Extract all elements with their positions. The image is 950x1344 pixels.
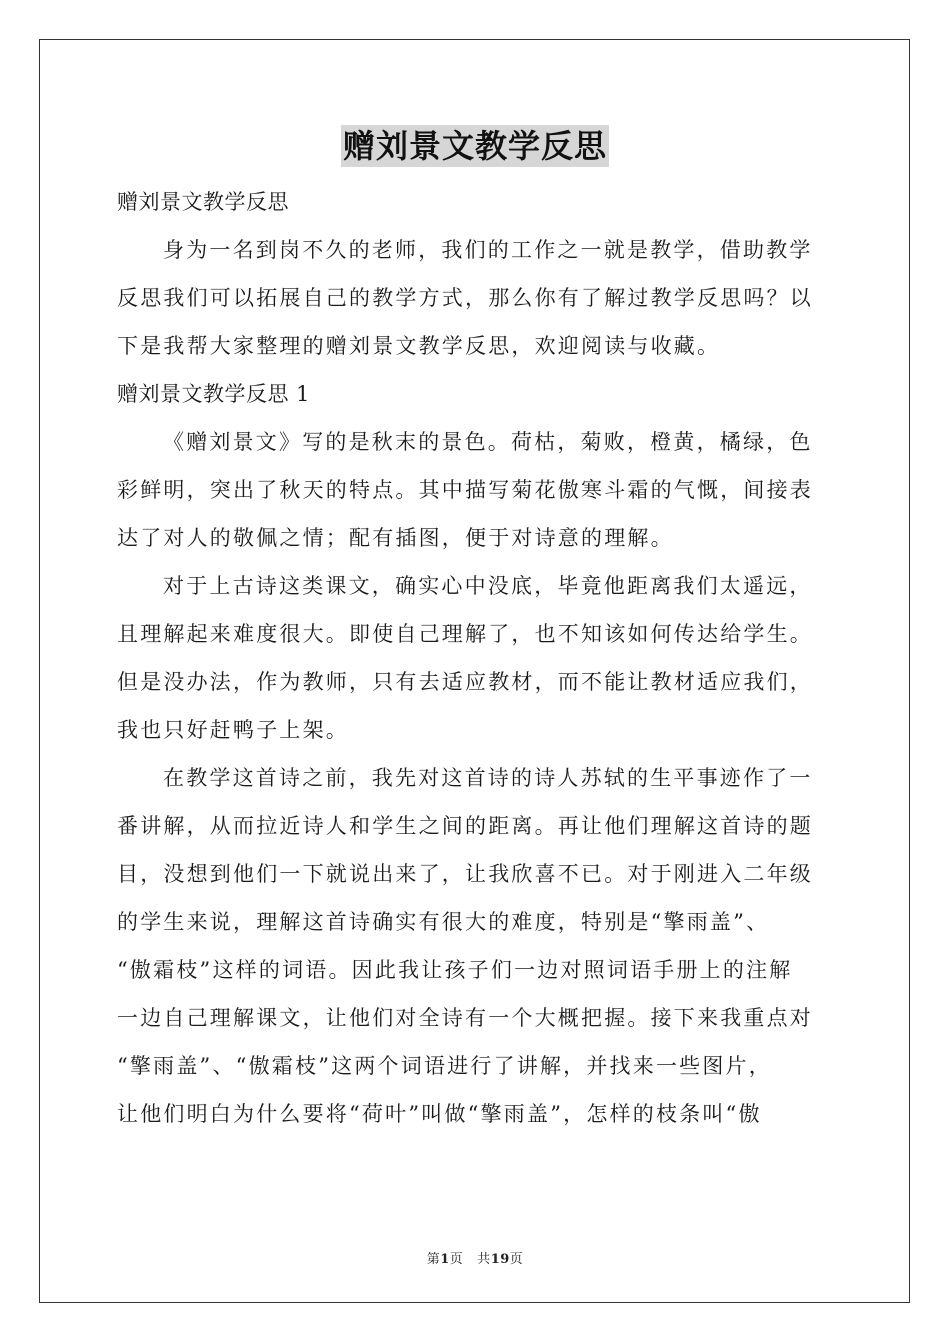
text-line: 一边自己理解课文，让他们对全诗有一个大概把握。接下来我重点对 (117, 1006, 813, 1030)
section-heading: 赠刘景文教学反思 (117, 190, 289, 214)
text-line: “擎雨盖”、“傲霜枝”这两个词语进行了讲解，并找来一些图片， (117, 1054, 772, 1078)
text-line: 身为一名到岗不久的老师，我们的工作之一就是教学，借助教学 (163, 238, 813, 262)
section-heading: 赠刘景文教学反思 1 (117, 382, 311, 406)
text-line: 在教学这首诗之前，我先对这首诗的诗人苏轼的生平事迹作了一 (163, 766, 813, 790)
total-suffix: 页 (509, 1252, 524, 1267)
document-body (117, 178, 833, 1138)
text-line: 达了对人的敬佩之情；配有插图，便于对诗意的理解。 (117, 526, 674, 550)
page-suffix: 页 (449, 1252, 464, 1267)
text-line: 番讲解，从而拉近诗人和学生之间的距离。再让他们理解这首诗的题 (117, 814, 813, 838)
text-line: 《赠刘景文》写的是秋末的景色。荷枯，菊败，橙黄，橘绿，色 (163, 430, 813, 454)
text-line: 我也只好赶鸭子上架。 (117, 718, 349, 742)
text-line: 彩鲜明，突出了秋天的特点。其中描写菊花傲寒斗霜的气慨，间接表 (117, 478, 813, 502)
text-line: 的学生来说，理解这首诗确实有很大的难度，特别是“擎雨盖”、 (117, 910, 770, 934)
text-line: 让他们明白为什么要将“荷叶”叫做“擎雨盖”，怎样的枝条叫“傲 (117, 1102, 762, 1126)
text-line: 下是我帮大家整理的赠刘景文教学反思，欢迎阅读与收藏。 (117, 334, 721, 358)
text-line: 对于上古诗这类课文，确实心中没底，毕竟他距离我们太遥远， (163, 574, 813, 598)
text-line: “傲霜枝”这样的词语。因此我让孩子们一边对照词语手册上的注解 (117, 958, 793, 982)
document-title: 赠刘景文教学反思 (342, 127, 607, 165)
total-page-number: 19 (490, 1252, 510, 1267)
total-prefix: 共 (477, 1252, 491, 1267)
current-page-number: 1 (440, 1252, 450, 1267)
text-line: 反思我们可以拓展自己的教学方式，那么你有了解过教学反思吗？以 (117, 286, 813, 310)
text-line: 目，没想到他们一下就说出来了，让我欣喜不已。对于刚进入二年级 (117, 862, 813, 886)
title-area (0, 125, 950, 167)
text-line: 但是没办法，作为教师，只有去适应教材，而不能让教材适应我们， (117, 670, 813, 694)
text-line: 且理解起来难度很大。即使自己理解了，也不知该如何传达给学生。 (117, 622, 813, 646)
page-prefix: 第 (426, 1252, 441, 1267)
page-footer (0, 1248, 950, 1267)
